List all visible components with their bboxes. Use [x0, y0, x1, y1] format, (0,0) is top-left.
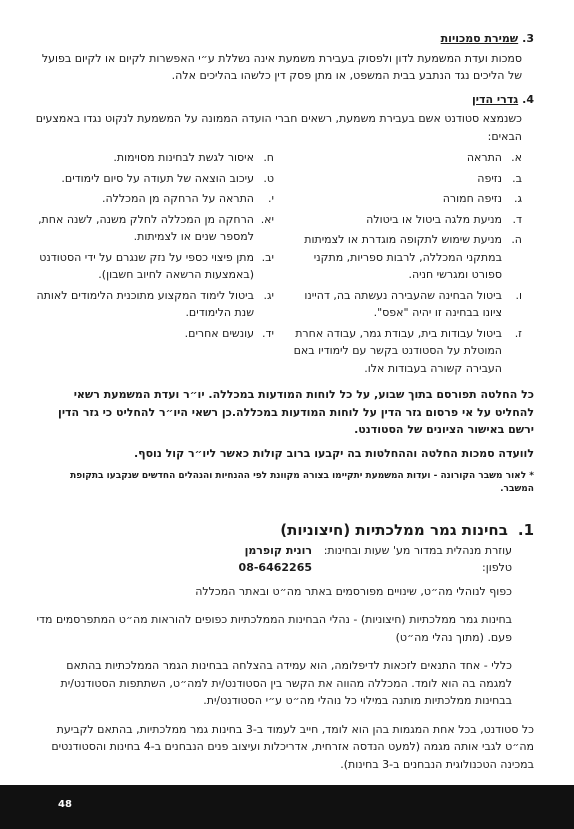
page-number: 48 — [58, 799, 72, 810]
phone-value: 08-6462265 — [238, 561, 312, 574]
page-content — [34, 30, 534, 784]
item-label: ה. — [511, 233, 522, 246]
section-3-text: סמכות ועדת המשמעת לדון ולפסוק בעבירת משמעת אינה נשללת ע״י האפשרות לקיום או לקיום בפועל של הליכים נגד הנתבע בבית המשפט, או מתן פסק דין כלשהו בהליכים אלה. — [41, 51, 522, 82]
section-title: גדרי הדין — [472, 92, 519, 106]
penalty-item — [34, 190, 274, 208]
section-number: 4. — [522, 92, 534, 106]
item-label: יא. — [260, 212, 274, 226]
item-label: ג. — [513, 192, 522, 205]
phone-row — [34, 559, 512, 577]
penalty-item — [34, 149, 274, 167]
item-label: ו. — [515, 288, 522, 302]
chapter-heading — [34, 522, 534, 540]
item-text: נזיפה חמורה — [442, 192, 502, 205]
section-number: 3. — [522, 32, 534, 45]
phone-label: טלפון: — [482, 561, 512, 574]
contact-name: רונית קופרמן — [244, 543, 312, 557]
item-text: התראה על הרחקה מן המכללה. — [102, 192, 254, 205]
chapter-paragraph: כל סטודנט, בכל אחת המגמות בהן הוא לומד, חייב לעמוד ב-3 בחינות גמר ממלכתיות, בהתאם לקביעת מה״ט לגבי אותה מגמה (למעט הנדסה אזרחית, אדריכלות ועיצוב פנים הנבחנים ב-4 בחינות והסטודנטים במכינה הטכנולוגית הנבחנים ב-3 בחינות). — [51, 722, 534, 771]
item-label: ח. — [263, 151, 274, 164]
item-label: יד. — [262, 326, 274, 340]
penalty-item — [34, 170, 274, 188]
item-label: ב. — [512, 171, 522, 185]
page-footer — [0, 785, 574, 829]
item-label: ז. — [514, 326, 522, 340]
item-text: ביטול עבודות בית, עבודת גמר, עבודה אחרת המוטלת על הסטודנט בקשר עם לימודיו באם העבירה קשורה בעבודות אלו. — [293, 326, 502, 375]
item-text: נזיפה — [477, 171, 502, 185]
item-text: מניעת שימוש לתקופה מוגדרת או לצמיתות במתקני המכללה, לרבות ספריות, מתקני ספורט ומגרשי חניה. — [304, 233, 502, 281]
penalty-item — [282, 170, 522, 188]
section-3-heading — [34, 30, 534, 48]
chapter-title: בחינות גמר ממלכתיות (חיצוניות) — [280, 521, 508, 539]
penalties-column-right — [282, 149, 522, 380]
section-title: שמירת סמכויות — [440, 32, 519, 45]
penalty-item — [34, 325, 274, 343]
penalty-item — [282, 211, 522, 229]
section-4-heading — [34, 91, 534, 109]
chapter-number: 1. — [517, 521, 534, 539]
item-label: ד. — [512, 212, 522, 226]
penalty-item — [282, 231, 522, 284]
item-label: ט. — [263, 171, 274, 185]
penalty-item — [34, 249, 274, 284]
contact-block — [34, 542, 534, 577]
section-4-intro: כשנמצא סטודנט אשם בעבירת משמעת, רשאים חברי הועדה הממונה על המשמעת לנקוט נגדו באמצעים הבאים: — [35, 112, 522, 143]
item-text: התראה — [466, 151, 502, 164]
item-text: עונשים אחרים. — [184, 326, 254, 340]
item-text: הרחקה מן המכללה לחלק משנה, לשנה אחת, למספר שנים או לצמיתות. — [38, 212, 254, 243]
penalty-item — [282, 190, 522, 208]
penalty-item — [282, 325, 522, 378]
penalty-item — [34, 287, 274, 322]
penalties-column-left — [34, 149, 274, 380]
penalty-item — [282, 149, 522, 167]
item-text: ביטול הבחינה שהעבירה נעשתה בה, דהיינו ציונו בבחינה זו יהיה "אפס". — [304, 288, 502, 319]
contact-row — [34, 542, 512, 560]
item-text: מתן פיצוי כספי על נזק שנגרם על ידי הסטודנט (באמצעות הרשאה לחיוב חשבון). — [39, 250, 254, 281]
item-text: מניעת מלגה ביטול או ביטולה — [366, 212, 502, 226]
item-text: ביטול לימוד המקצוע מתוכנית הלימודים לאותה שנת הלימודים. — [36, 288, 254, 319]
chapter-paragraph: בחינות גמר ממלכתיות (חיצוניות) - נהלי הבחינות הממלכתיות כפופים להוראות מה״ט המתפרסמים מדי פעם. (מתוך נהלי מה״ט) — [36, 613, 512, 644]
contact-label: עוזרת מנהלית במדור מע' שעות ובחינות: — [323, 543, 512, 557]
penalty-item — [282, 287, 522, 322]
item-text: עיכוב הוצאה של תעודה על סיום לימודים. — [61, 171, 254, 185]
item-text: איסור לגשת לבחינות מסוימות. — [113, 151, 254, 164]
committee-authority-paragraph: לוועדה סמכות החלטה וההחלטות בה יקבעו ברוב קולות כאשר ליו״ר קול נוסף. — [133, 446, 534, 460]
chapter-paragraph: כללי - אחד התנאים לזכאות לדיפלומה, הוא עמידה בהצלחה בבחינות הגמר הממלכתיות בהתאם למגמה בה הוא לומד. המכללה מהווה את הקשר בין הסטודנט/ית למה״ט, השתתפות הסטודנט/ית בבחינות ממלכתיות מותנה במילוי כל נוהלי מה״ט ע״י הסטודנט/ית. — [60, 659, 512, 707]
item-label: י. — [268, 192, 274, 205]
corona-note: * לאור משבר הקורונה - ועדות המשמעת יתקיימו בצורה מקוונת לפי ההנחיות והנהלים החדשים שנקבעו בתקופת המשבר. — [70, 471, 534, 494]
chapter-paragraph: כפוף לנוהלי מה״ט, שינויים מפורסמים באתר מה״ט ובאתר המכללה — [195, 584, 512, 598]
item-label: יב. — [261, 250, 274, 264]
item-label: יג. — [263, 288, 274, 302]
publication-paragraph: כל החלטה תפורסם בתוך שבוע, על כל לוחות המודעות במכללה. יו״ר ועדת המשמעת רשאי להחליט על אי פרסום גזר הדין על לוחות המודעות במכללה.כן רשאי היו״ר להחליט כי גזר הדין ירשם באישור הציונים של הסטודנט. — [58, 388, 534, 436]
penalty-item — [34, 211, 274, 246]
penalties-list — [34, 149, 534, 380]
item-label: א. — [511, 151, 522, 164]
